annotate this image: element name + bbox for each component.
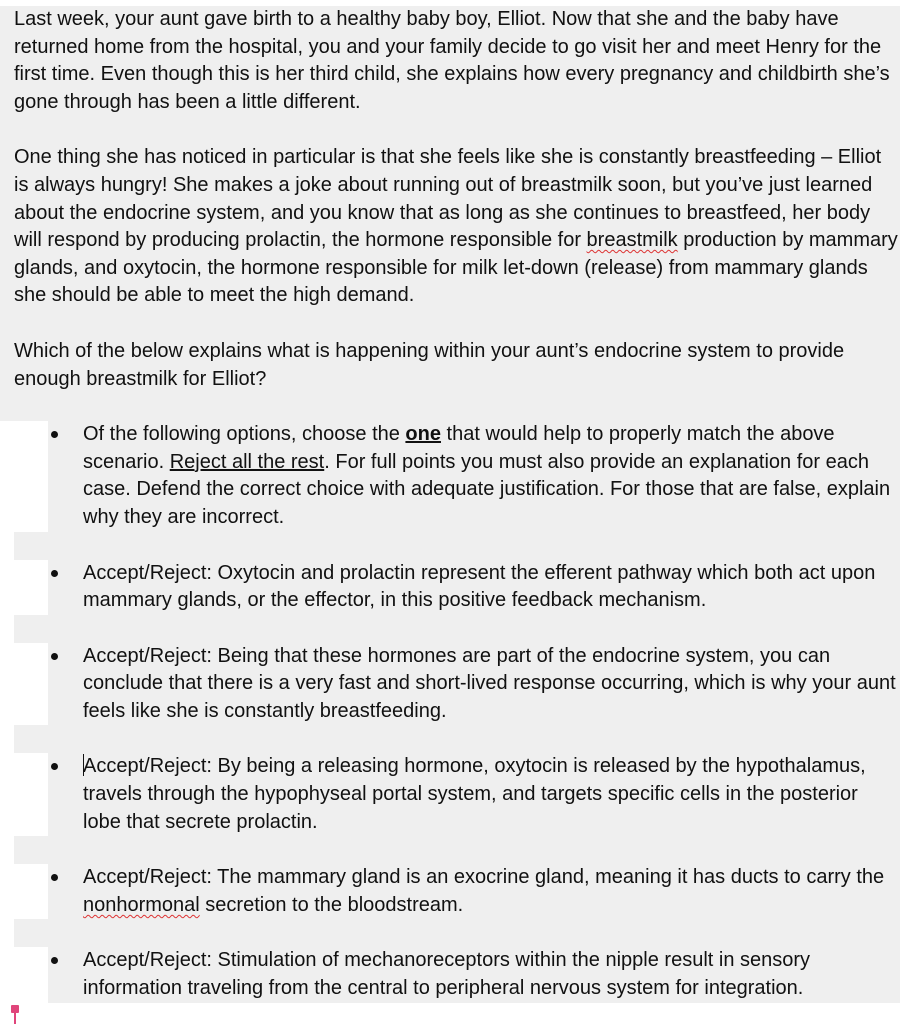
question-text: Which of the below explains what is happening within your aunt’s endocrine system to provide enough breastmilk for Elliot? — [14, 339, 845, 390]
list-gap — [14, 919, 900, 947]
breastfeeding-text-end: production by mammary glands, and oxytocin, the hormone responsible for milk let-down (release) from mammary glands she should be able to meet the high demand. — [14, 229, 898, 307]
document-body[interactable] — [0, 6, 900, 1003]
list-item-option-2 — [48, 643, 900, 726]
option-3-text: Accept/Reject: By being a releasing hormone, oxytocin is released by the hypothalamus, travels through the hypophyseal portal system, and targets specific cells in the posterior lobe that secrete prolactin. — [83, 755, 866, 833]
paragraph-gap — [0, 310, 900, 338]
list-item-option-4 — [48, 864, 900, 919]
breastfeeding-text-start: One thing she has noticed in particular is that she feels like she is constantly breastfeeding – Elliot is always hungry! She makes a joke about running out of breastmilk soon, but you’ve just learned about the endocrine system, and you know that as long as she continues to breastfeed, her body will respond by producing prolactin, the hormone responsible for — [14, 146, 882, 252]
instructions-text-end: . For full points you must also provide an explanation for each case. Defend the correct choice with adequate justification. For those that are false, explain why they are incorrect. — [83, 450, 891, 528]
paragraph-breastfeeding — [0, 144, 900, 310]
paragraph-scenario — [0, 6, 900, 116]
list-gap — [14, 836, 900, 864]
spellcheck-word-nonhormonal[interactable]: nonhormonal — [83, 893, 200, 916]
list-gap — [14, 532, 900, 560]
spellcheck-word-breastmilk[interactable]: breastmilk — [586, 229, 678, 252]
instructions-text-start: Of the following options, choose the — [83, 423, 406, 446]
option-4-text-start: Accept/Reject: The mammary gland is an exocrine gland, meaning it has ducts to carry the — [83, 866, 885, 889]
instructions-emphasis-one: one — [405, 423, 441, 446]
comment-anchor-stem — [14, 1011, 16, 1024]
list-gap — [14, 615, 900, 643]
list-gap — [14, 725, 900, 753]
option-4-text-end: secretion to the bloodstream. — [199, 893, 464, 916]
paragraph-question — [0, 338, 900, 393]
options-list — [0, 421, 900, 1003]
list-item-option-5 — [48, 947, 900, 1002]
list-item-option-1 — [48, 560, 900, 615]
comment-anchor-icon[interactable] — [11, 1005, 19, 1024]
instructions-text-middle: that would help to properly match the above scenario. — [83, 423, 835, 473]
instructions-reject-rest: Reject all the rest — [169, 450, 325, 473]
paragraph-gap — [0, 393, 900, 421]
list-item-instructions — [48, 421, 900, 531]
list-item-option-3 — [48, 753, 900, 836]
scenario-text: Last week, your aunt gave birth to a healthy baby boy, Elliot. Now that she and the baby have returned home from the hospital, you and your family decide to go visit her and meet Henry for the first time. Even though this is her third child, she explains how every pregnancy and childbirth she’s gone through has been a little different. — [14, 8, 890, 113]
option-2-text: Accept/Reject: Being that these hormones are part of the endocrine system, you can conclude that there is a very fast and short-lived response occurring, which is why your aunt feels like she is constantly breastfeeding. — [83, 644, 896, 722]
paragraph-gap — [0, 116, 900, 144]
option-5-text: Accept/Reject: Stimulation of mechanoreceptors within the nipple result in sensory information traveling from the central to peripheral nervous system for integration. — [83, 949, 811, 1000]
option-1-text: Accept/Reject: Oxytocin and prolactin represent the efferent pathway which both act upon mammary glands, or the effector, in this positive feedback mechanism. — [83, 561, 876, 612]
